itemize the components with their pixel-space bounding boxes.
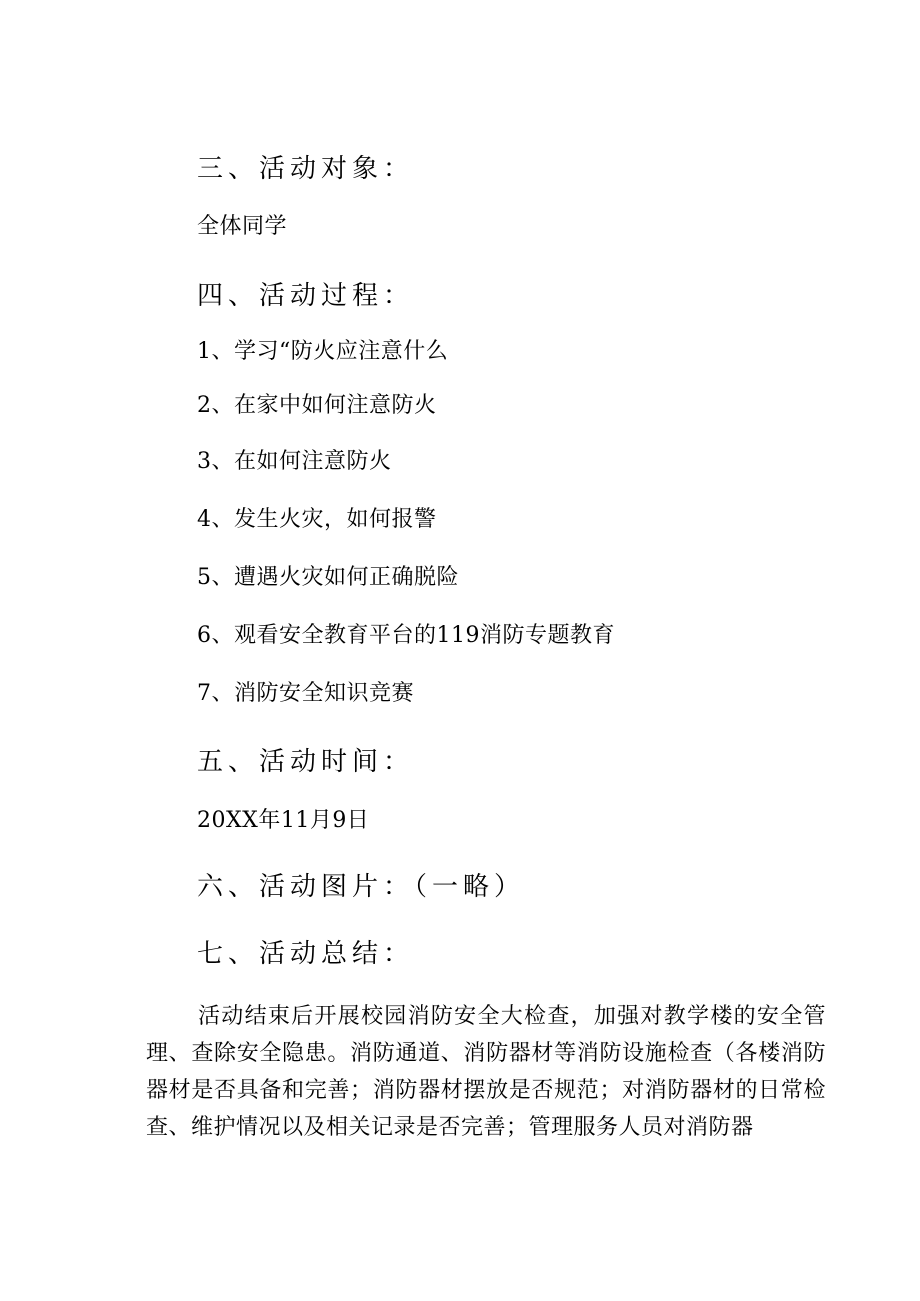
- process-item-3: 3、在如何注意防火: [197, 449, 392, 474]
- process-item-6: 6、观看安全教育平台的119消防专题教育: [197, 623, 615, 648]
- process-item-1: 1、学习“防火应注意什么: [197, 339, 449, 364]
- section-heading-activity-summary: 七、活动总结：: [197, 939, 415, 969]
- section-heading-activity-process: 四、活动过程：: [197, 281, 415, 311]
- section-heading-activity-photos: 六、活动图片：（一略）: [197, 872, 526, 902]
- process-item-5: 5、遭遇火灾如何正确脱险: [197, 565, 459, 590]
- section-heading-target-audience: 三、活动对象：: [197, 154, 415, 184]
- target-audience-text: 全体同学: [197, 214, 288, 239]
- process-item-7: 7、消防安全知识竞赛: [197, 681, 414, 706]
- summary-paragraph: 活动结束后开展校园消防安全大检查，加强对教学楼的安全管理、查除安全隐患。消防通道、消防器材等消防设施检查（各楼消防器材是否具备和完善；消防器材摆放是否规范；对消防器材的日常检查、维护情况以及相关记录是否完善；管理服务人员对消防器: [146, 1004, 826, 1140]
- process-item-2: 2、在家中如何注意防火: [197, 393, 437, 418]
- activity-time-text: 20XX年11月9日: [197, 808, 370, 833]
- section-heading-activity-time: 五、活动时间：: [197, 747, 415, 777]
- process-item-4: 4、发生火灾，如何报警: [197, 507, 437, 532]
